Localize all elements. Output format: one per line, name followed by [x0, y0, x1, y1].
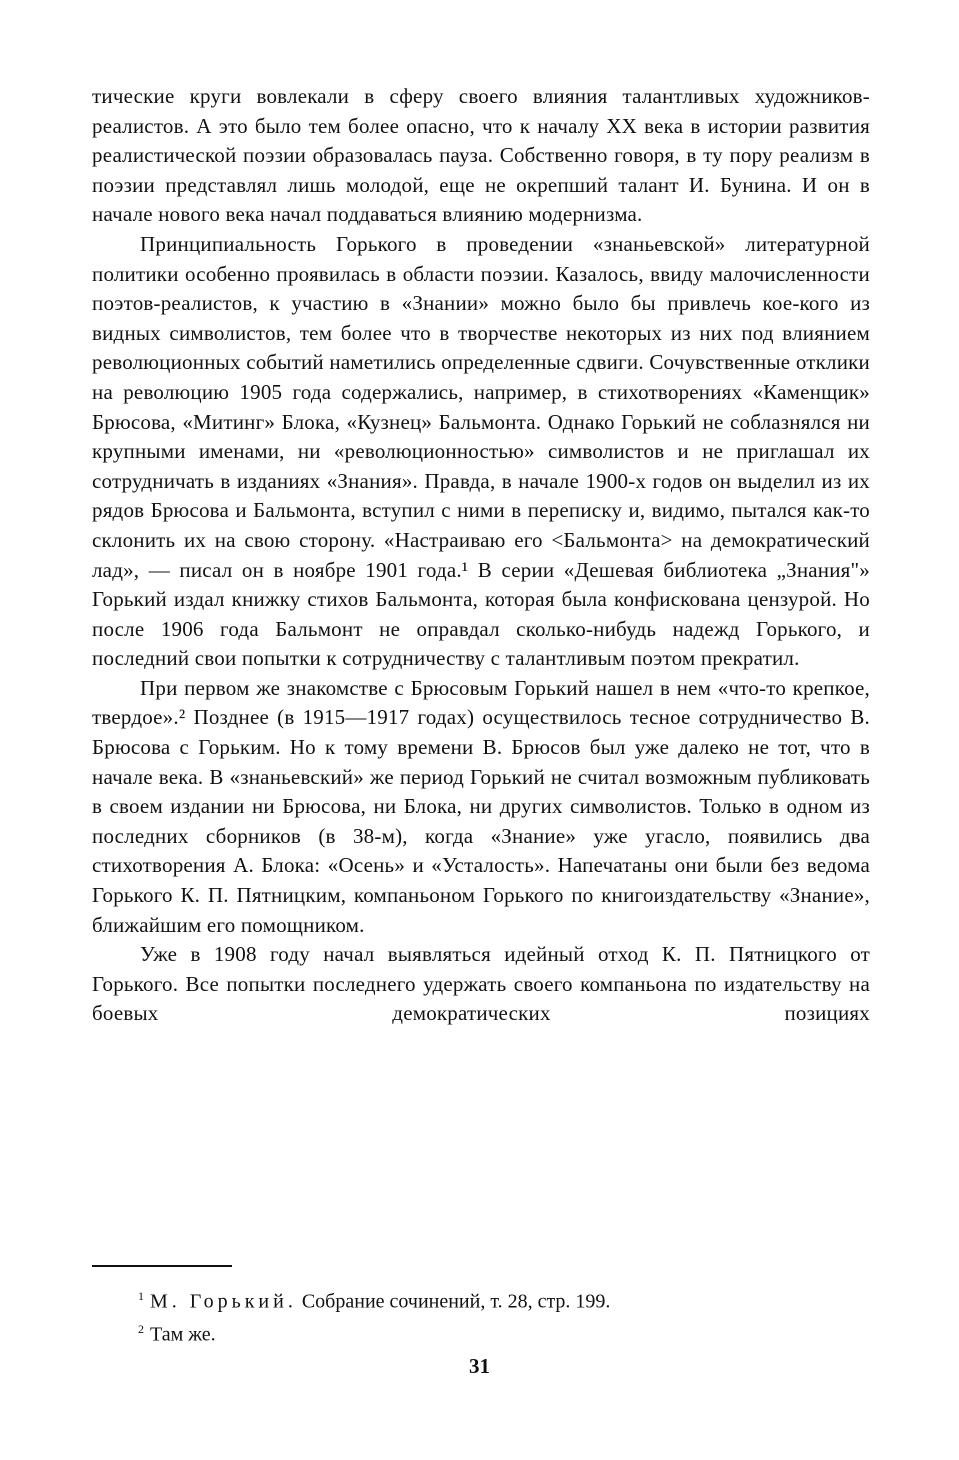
paragraph-1: тические круги вовлекали в сферу своего влияния талантливых художников-реалистов. А это было тем более опасно, что к началу XX века в истории развития реалистической поэзии образовалась пауза. Собственно говоря, в ту пору реализм в поэзии представлял лишь молодой, еще не окрепший талант И. Бунина. И он в начале нового века начал поддаваться влиянию модернизма.: [92, 84, 870, 227]
footnote-number: 1: [138, 1289, 144, 1303]
paragraph-4: Уже в 1908 году начал выявляться идейный отход К. П. Пятницкого от Горького. Все попытки последнего удержать своего компаньона по издательству на боевых демократических позициях: [92, 942, 870, 1026]
footnote-text: Собрание сочинений, т. 28, стр. 199.: [301, 1290, 611, 1313]
footnotes: [138, 1283, 838, 1348]
footnote-author: М. Горький.: [150, 1290, 297, 1313]
page-number: 31: [469, 1354, 490, 1378]
paragraph-2: Принципиальность Горького в проведении «знаньевской» литературной политики особенно проявилась в области поэзии. Казалось, ввиду малочисленности поэтов-реалистов, к участию в «Знании» можно было бы привлечь кое-кого из видных символистов, тем более что в творчестве некоторых из них под влиянием революционных событий наметились определенные сдвиги. Сочувственные отклики на революцию 1905 года содержались, например, в стихотворениях «Каменщик» Брюсова, «Митинг» Блока, «Кузнец» Бальмонта. Однако Горький не соблазнялся ни крупными именами, ни «революционностью» символистов и не приглашал их сотрудничать в изданиях «Знания». Правда, в начале 1900-х годов он выделил из их рядов Брюсова и Бальмонта, вступил с ними в переписку и, видимо, пытался как-то склонить их на свою сторону. «Настраиваю его <Бальмонта> на демократический лад», — писал он в ноябре 1901 года.¹ В серии «Дешевая библиотека „Знания"» Горький издал книжку стихов Бальмонта, которая была конфискована цензурой. Но после 1906 года Бальмонт не оправдал сколько-нибудь надежд Горького, и последний свои попытки к сотрудничеству с талантливым поэтом прекратил.: [92, 231, 870, 671]
page-body: [92, 82, 870, 1029]
footnote-1: [138, 1283, 838, 1316]
paragraph-3: При первом же знакомстве с Брюсовым Горький нашел в нем «что-то крепкое, твердое».² Позднее (в 1915—1917 годах) осуществилось тесное сотрудничество В. Брюсова с Горьким. Но к тому времени В. Брюсов был уже далеко не тот, что в начале века. В «знаньевский» же период Горький не считал возможным публиковать в своем издании ни Брюсова, ни Блока, ни других символистов. Только в одном из последних сборников (в 38-м), когда «Знание» уже угасло, появились два стихотворения А. Блока: «Осень» и «Усталость». Напечатаны они были без ведома Горького К. П. Пятницким, компаньоном Горького по книгоиздательству «Знание», ближайшим его помощником.: [92, 675, 870, 937]
footnote-text: Там же.: [150, 1323, 216, 1346]
footnote-divider: [92, 1265, 232, 1267]
footnote-number: 2: [138, 1321, 144, 1336]
footnote-2: [138, 1316, 838, 1349]
